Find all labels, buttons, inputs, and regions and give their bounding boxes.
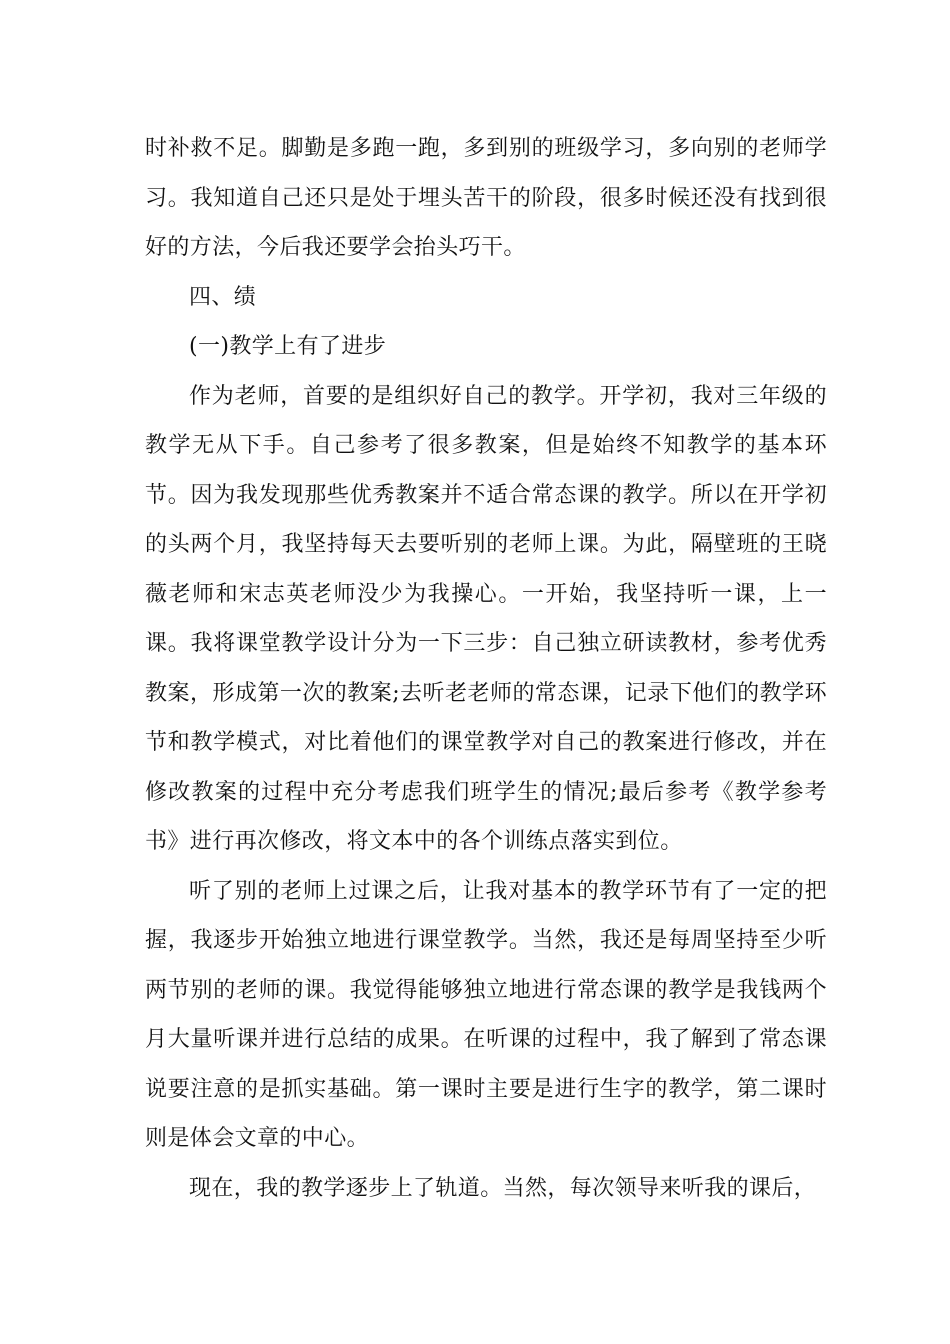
paragraph-body: 作为老师，首要的是组织好自己的教学。开学初，我对三年级的教学无从下手。自己参考了很多教案，但是始终不知教学的基本环节。因为我发现那些优秀教案并不适合常态课的教学。所以在开学初的头两个月，我坚持每天去要听别的老师上课。为此，隔壁班的王晓薇老师和宋志英老师没少为我操心。一开始，我坚持听一课，上一课。我将课堂教学设计分为一下三步：自己独立研读教材，参考优秀教案，形成第一次的教案;去听老老师的常态课，记录下他们的教学环节和教学模式，对比着他们的课堂教学对自己的教案进行修改，并在修改教案的过程中充分考虑我们班学生的情况;最后参考《教学参考书》进行再次修改，将文本中的各个训练点落实到位。: [145, 383, 827, 854]
paragraph-body: 现在，我的教学逐步上了轨道。当然，每次领导来听我的课后，: [189, 1175, 817, 1201]
paragraph-continued: 时补救不足。脚勤是多跑一跑，多到别的班级学习，多向别的老师学习。我知道自己还只是处于埋头苦干的阶段，很多时候还没有找到很好的方法，今后我还要学会抬头巧干。: [145, 136, 827, 260]
section-heading: 四、绩: [189, 284, 257, 310]
paragraph-body: 听了别的老师上过课之后，让我对基本的教学环节有了一定的把握，我逐步开始独立地进行课堂教学。当然，我还是每周坚持至少听两节别的老师的课。我觉得能够独立地进行常态课的教学是我钱两个月大量听课并进行总结的成果。在听课的过程中，我了解到了常态课说要注意的是抓实基础。第一课时主要是进行生字的教学，第二课时则是体会文章的中心。: [145, 878, 827, 1151]
subsection-heading: (一)教学上有了进步: [189, 334, 387, 359]
document-body: [145, 124, 827, 1213]
